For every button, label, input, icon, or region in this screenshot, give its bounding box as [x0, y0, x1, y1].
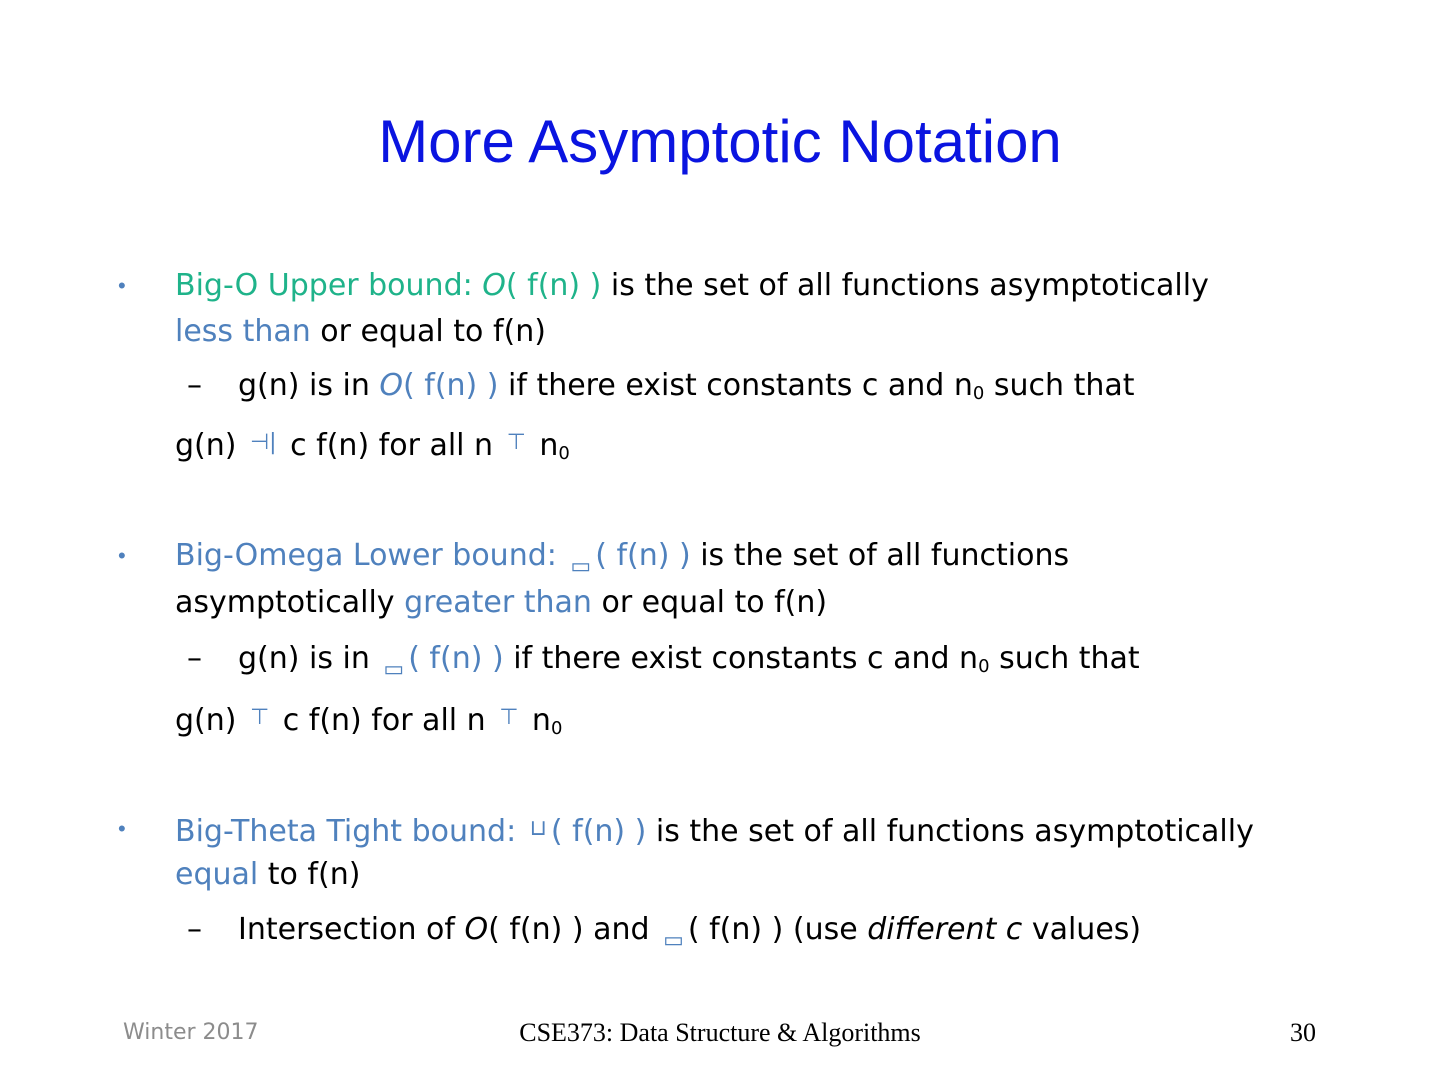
- bigOmega-subline: [238, 641, 1140, 688]
- bigOmega-greater-than: greater than: [404, 585, 592, 620]
- bullet-icon: •: [118, 816, 126, 841]
- theta-icon: ⊔: [529, 816, 547, 841]
- bigOmega-line2: [175, 585, 827, 621]
- bigO-less-than: less than: [175, 314, 311, 349]
- bigTheta-sub-a: Intersection of: [238, 912, 465, 947]
- bigTheta-sub-c: ( f(n) ) and: [488, 912, 660, 947]
- bigO-arg: ( f(n) ): [505, 268, 602, 303]
- omega-icon: ▭: [663, 928, 684, 953]
- dash-icon: –: [187, 641, 202, 676]
- bigOmega-cond-subscript: 0: [550, 718, 563, 739]
- bigO-cond-subscript: 0: [558, 443, 570, 464]
- bigOmega-sub-subscript: 0: [978, 656, 990, 677]
- footer-course: CSE373: Data Structure & Algorithms: [519, 1018, 921, 1047]
- bigO-sub-pre: g(n) is in: [238, 368, 380, 403]
- bigTheta-line2: [175, 857, 360, 893]
- bigO-sub-subscript: 0: [972, 383, 985, 404]
- bigO-label: Big-O Upper bound:: [175, 268, 483, 303]
- bigTheta-line1: [175, 811, 1254, 850]
- bigOmega-sub-rest: if there exist constants c and n: [503, 641, 979, 676]
- bigO-symbol: O: [482, 268, 506, 303]
- bigOmega-condition: [175, 700, 562, 739]
- bigTheta-label: Big-Theta Tight bound:: [175, 814, 526, 849]
- omega-icon: ▭: [570, 554, 592, 579]
- bigO-subline: [238, 368, 1135, 404]
- bigTheta-sub-d: ( f(n) ) (use: [687, 912, 868, 947]
- bigOmega-sub-pre: g(n) is in: [238, 641, 380, 676]
- bigTheta-line2-rest: to f(n): [258, 857, 361, 892]
- bigTheta-description: is the set of all functions asymptotically: [646, 814, 1254, 849]
- bigO-sub-rest: if there exist constants c and n: [498, 368, 973, 403]
- bigTheta-equal: equal: [175, 857, 259, 892]
- bigO-line2: [175, 314, 546, 350]
- dash-icon: –: [187, 912, 202, 947]
- bigOmega-sub-tail: such that: [989, 641, 1140, 676]
- leq-icon: ⊣|: [250, 430, 277, 455]
- bigO-sub-symbol: O: [379, 368, 404, 403]
- dash-icon: –: [187, 368, 202, 403]
- bigO-sub-tail: such that: [984, 368, 1135, 403]
- bigO-sub-arg: ( f(n) ): [403, 368, 499, 403]
- bigO-line1: [175, 268, 1209, 304]
- bullet-icon: •: [118, 273, 126, 298]
- bigO-description: is the set of all functions asymptotically: [601, 268, 1209, 303]
- geq-icon: ⊤: [499, 705, 519, 730]
- bigO-cond-b: c f(n) for all n: [280, 428, 503, 463]
- bigOmega-arg: ( f(n) ): [595, 538, 691, 573]
- bigTheta-subline: [238, 912, 1141, 959]
- bigOmega-cond-c: n: [522, 703, 551, 738]
- footer-term: Winter 2017: [123, 1020, 259, 1045]
- omega-icon: ▭: [383, 657, 405, 682]
- slide-title: More Asymptotic Notation: [378, 108, 1062, 175]
- bigOmega-line2-a: asymptotically: [175, 585, 405, 620]
- bigOmega-description: is the set of all functions: [690, 538, 1070, 573]
- bigOmega-sub-arg: ( f(n) ): [408, 641, 504, 676]
- bigO-line2-rest: or equal to f(n): [310, 314, 546, 349]
- bigOmega-line2-rest: or equal to f(n): [591, 585, 828, 620]
- geq-icon: ⊤: [250, 705, 270, 730]
- bigTheta-sub-f: values): [1022, 912, 1142, 947]
- bigTheta-sub-e: different c: [867, 912, 1023, 947]
- bigTheta-arg: ( f(n) ): [550, 814, 647, 849]
- bigO-cond-c: n: [529, 428, 559, 463]
- bullet-icon: •: [118, 543, 126, 568]
- bigTheta-sub-b: O: [464, 912, 489, 947]
- slide-number: 30: [1290, 1018, 1316, 1047]
- geq-icon: ⊤: [506, 430, 526, 455]
- bigO-condition: [175, 425, 570, 464]
- bigO-cond-a: g(n): [175, 428, 247, 463]
- bigOmega-line1: [175, 538, 1069, 585]
- bigOmega-cond-b: c f(n) for all n: [273, 703, 496, 738]
- bigOmega-label: Big-Omega Lower bound:: [175, 538, 567, 573]
- bigOmega-cond-a: g(n): [175, 703, 247, 738]
